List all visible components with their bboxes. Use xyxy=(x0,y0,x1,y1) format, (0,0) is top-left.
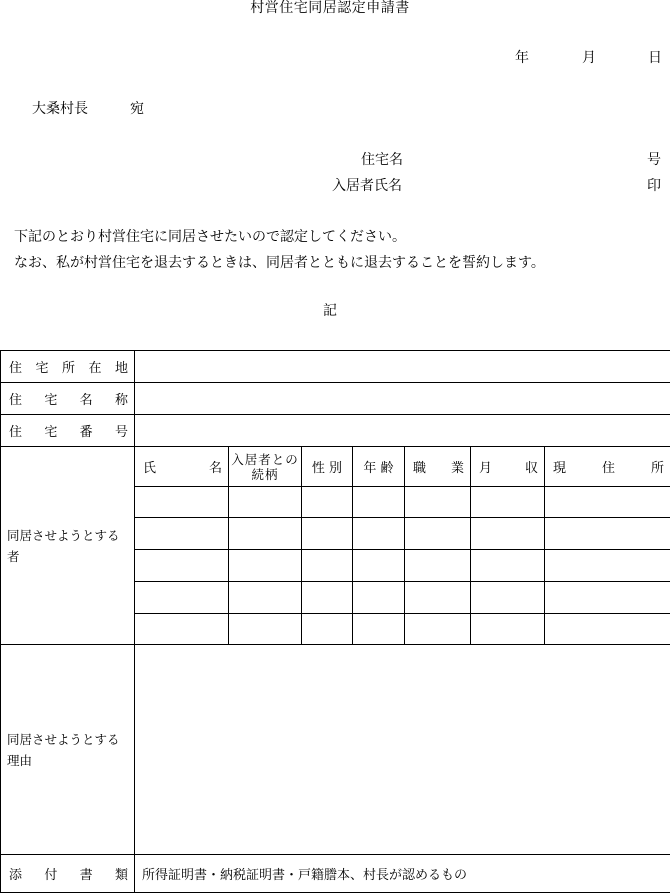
label-text xyxy=(1,864,134,883)
addressee-name: 大桑村長 xyxy=(32,101,88,117)
row-attachments xyxy=(1,855,670,893)
attachments-label-char: 書 xyxy=(79,868,93,883)
income-header-char: 月 xyxy=(479,461,493,476)
cell-residence[interactable] xyxy=(545,518,670,550)
occupation-header-char: 業 xyxy=(450,461,464,476)
col-header-income xyxy=(471,447,545,487)
resident-name-label: 入居者氏名 xyxy=(332,178,402,194)
cell-name[interactable] xyxy=(135,518,229,550)
house-name-label-char: 名 xyxy=(79,393,93,408)
cell-name[interactable] xyxy=(135,582,229,614)
row-reason xyxy=(1,645,670,855)
house-name-label-char: 宅 xyxy=(44,393,58,408)
cell-income[interactable] xyxy=(471,614,545,645)
income-header-char: 収 xyxy=(524,461,538,476)
cell-name[interactable] xyxy=(135,550,229,582)
attachments-label-char: 付 xyxy=(44,868,58,883)
house-address-label-char: 住 xyxy=(9,361,23,376)
cell-income[interactable] xyxy=(471,582,545,614)
house-name-label-char: 称 xyxy=(114,393,128,408)
occupation-header-char: 職 xyxy=(413,461,427,476)
label-house-number xyxy=(1,415,135,447)
row-house-number xyxy=(1,415,670,447)
date-day-label: 日 xyxy=(648,50,662,66)
cell-relation[interactable] xyxy=(229,582,302,614)
field-house-number[interactable] xyxy=(135,415,670,447)
col-header-name xyxy=(135,447,229,487)
label-house-name xyxy=(1,383,135,415)
cell-age[interactable] xyxy=(353,582,405,614)
cohabitants-label-text: 同居させようとする者 xyxy=(7,527,120,564)
cell-relation[interactable] xyxy=(229,614,302,645)
cell-age[interactable] xyxy=(353,487,405,518)
cell-sex[interactable] xyxy=(302,614,353,645)
cell-sex[interactable] xyxy=(302,582,353,614)
field-reason[interactable] xyxy=(135,645,670,855)
cell-residence[interactable] xyxy=(545,614,670,645)
field-house-address[interactable] xyxy=(135,351,670,383)
house-number-label-char: 宅 xyxy=(44,425,58,440)
house-address-label-char: 在 xyxy=(88,361,102,376)
house-name-label: 住宅名 xyxy=(361,152,403,168)
label-house-address xyxy=(1,351,135,383)
cell-sex[interactable] xyxy=(302,487,353,518)
house-address-label-char: 地 xyxy=(114,361,128,376)
label-cohabitants xyxy=(1,447,135,645)
house-address-label-char: 宅 xyxy=(35,361,49,376)
col-header-relation xyxy=(229,447,302,487)
date-month-label: 月 xyxy=(582,50,596,66)
attachments-text: 所得証明書・納税証明書・戸籍謄本、村長が認めるもの xyxy=(142,868,468,883)
reason-label-text: 同居させようとする理由 xyxy=(7,731,120,768)
cell-relation[interactable] xyxy=(229,518,302,550)
label-attachments xyxy=(1,855,135,893)
field-house-name[interactable] xyxy=(135,383,670,415)
cohabitants-header-row xyxy=(1,447,670,487)
house-name-suffix: 号 xyxy=(647,152,661,168)
house-name-label-char: 住 xyxy=(9,393,23,408)
col-header-sex xyxy=(302,447,353,487)
date-year-label: 年 xyxy=(515,50,529,66)
addressee-suffix: 宛 xyxy=(130,101,144,117)
field-attachments xyxy=(135,855,670,893)
label-text xyxy=(1,357,134,376)
col-header-age xyxy=(353,447,405,487)
house-number-label-char: 住 xyxy=(9,425,23,440)
cell-residence[interactable] xyxy=(545,582,670,614)
name-header-char: 氏 xyxy=(143,461,157,476)
application-table xyxy=(0,350,670,893)
row-house-name xyxy=(1,383,670,415)
cell-relation[interactable] xyxy=(229,487,302,518)
attachments-label-char: 添 xyxy=(9,868,23,883)
col-header-residence xyxy=(545,447,670,487)
cell-name[interactable] xyxy=(135,487,229,518)
house-address-label-char: 所 xyxy=(61,361,75,376)
cell-sex[interactable] xyxy=(302,550,353,582)
residence-header-char: 現 xyxy=(553,461,567,476)
attachments-label-char: 類 xyxy=(114,868,128,883)
cell-sex[interactable] xyxy=(302,518,353,550)
cell-income[interactable] xyxy=(471,487,545,518)
cell-income[interactable] xyxy=(471,550,545,582)
cell-residence[interactable] xyxy=(545,487,670,518)
label-text xyxy=(1,421,134,440)
house-number-label-char: 番 xyxy=(79,425,93,440)
house-number-label-char: 号 xyxy=(114,425,128,440)
relation-header-text: 入居者との続柄 xyxy=(231,451,299,482)
sex-header-text: 性 別 xyxy=(311,461,343,476)
cell-age[interactable] xyxy=(353,518,405,550)
cell-occupation[interactable] xyxy=(405,487,471,518)
cell-income[interactable] xyxy=(471,518,545,550)
label-reason xyxy=(1,645,135,855)
col-header-occupation xyxy=(405,447,471,487)
body-text-line-2: なお、私が村営住宅を退去するときは、同居者とともに退去することを誓約します。 xyxy=(14,255,545,271)
label-text xyxy=(1,389,134,408)
body-text-line-1: 下記のとおり村営住宅に同居させたいので認定してください。 xyxy=(14,229,406,245)
cell-occupation[interactable] xyxy=(405,582,471,614)
page-title: 村営住宅同居認定申請書 xyxy=(250,0,410,16)
name-header-char: 名 xyxy=(208,461,222,476)
cell-occupation[interactable] xyxy=(405,614,471,645)
cell-name[interactable] xyxy=(135,614,229,645)
cell-occupation[interactable] xyxy=(405,518,471,550)
cell-age[interactable] xyxy=(353,550,405,582)
cell-occupation[interactable] xyxy=(405,550,471,582)
residence-header-char: 所 xyxy=(651,461,665,476)
cell-relation[interactable] xyxy=(229,550,302,582)
ki-heading: 記 xyxy=(323,303,337,319)
seal-mark: 印 xyxy=(647,178,661,194)
age-header-text: 年 齢 xyxy=(363,461,394,476)
cell-age[interactable] xyxy=(353,614,405,645)
residence-header-char: 住 xyxy=(602,461,616,476)
row-house-address xyxy=(1,351,670,383)
cell-residence[interactable] xyxy=(545,550,670,582)
